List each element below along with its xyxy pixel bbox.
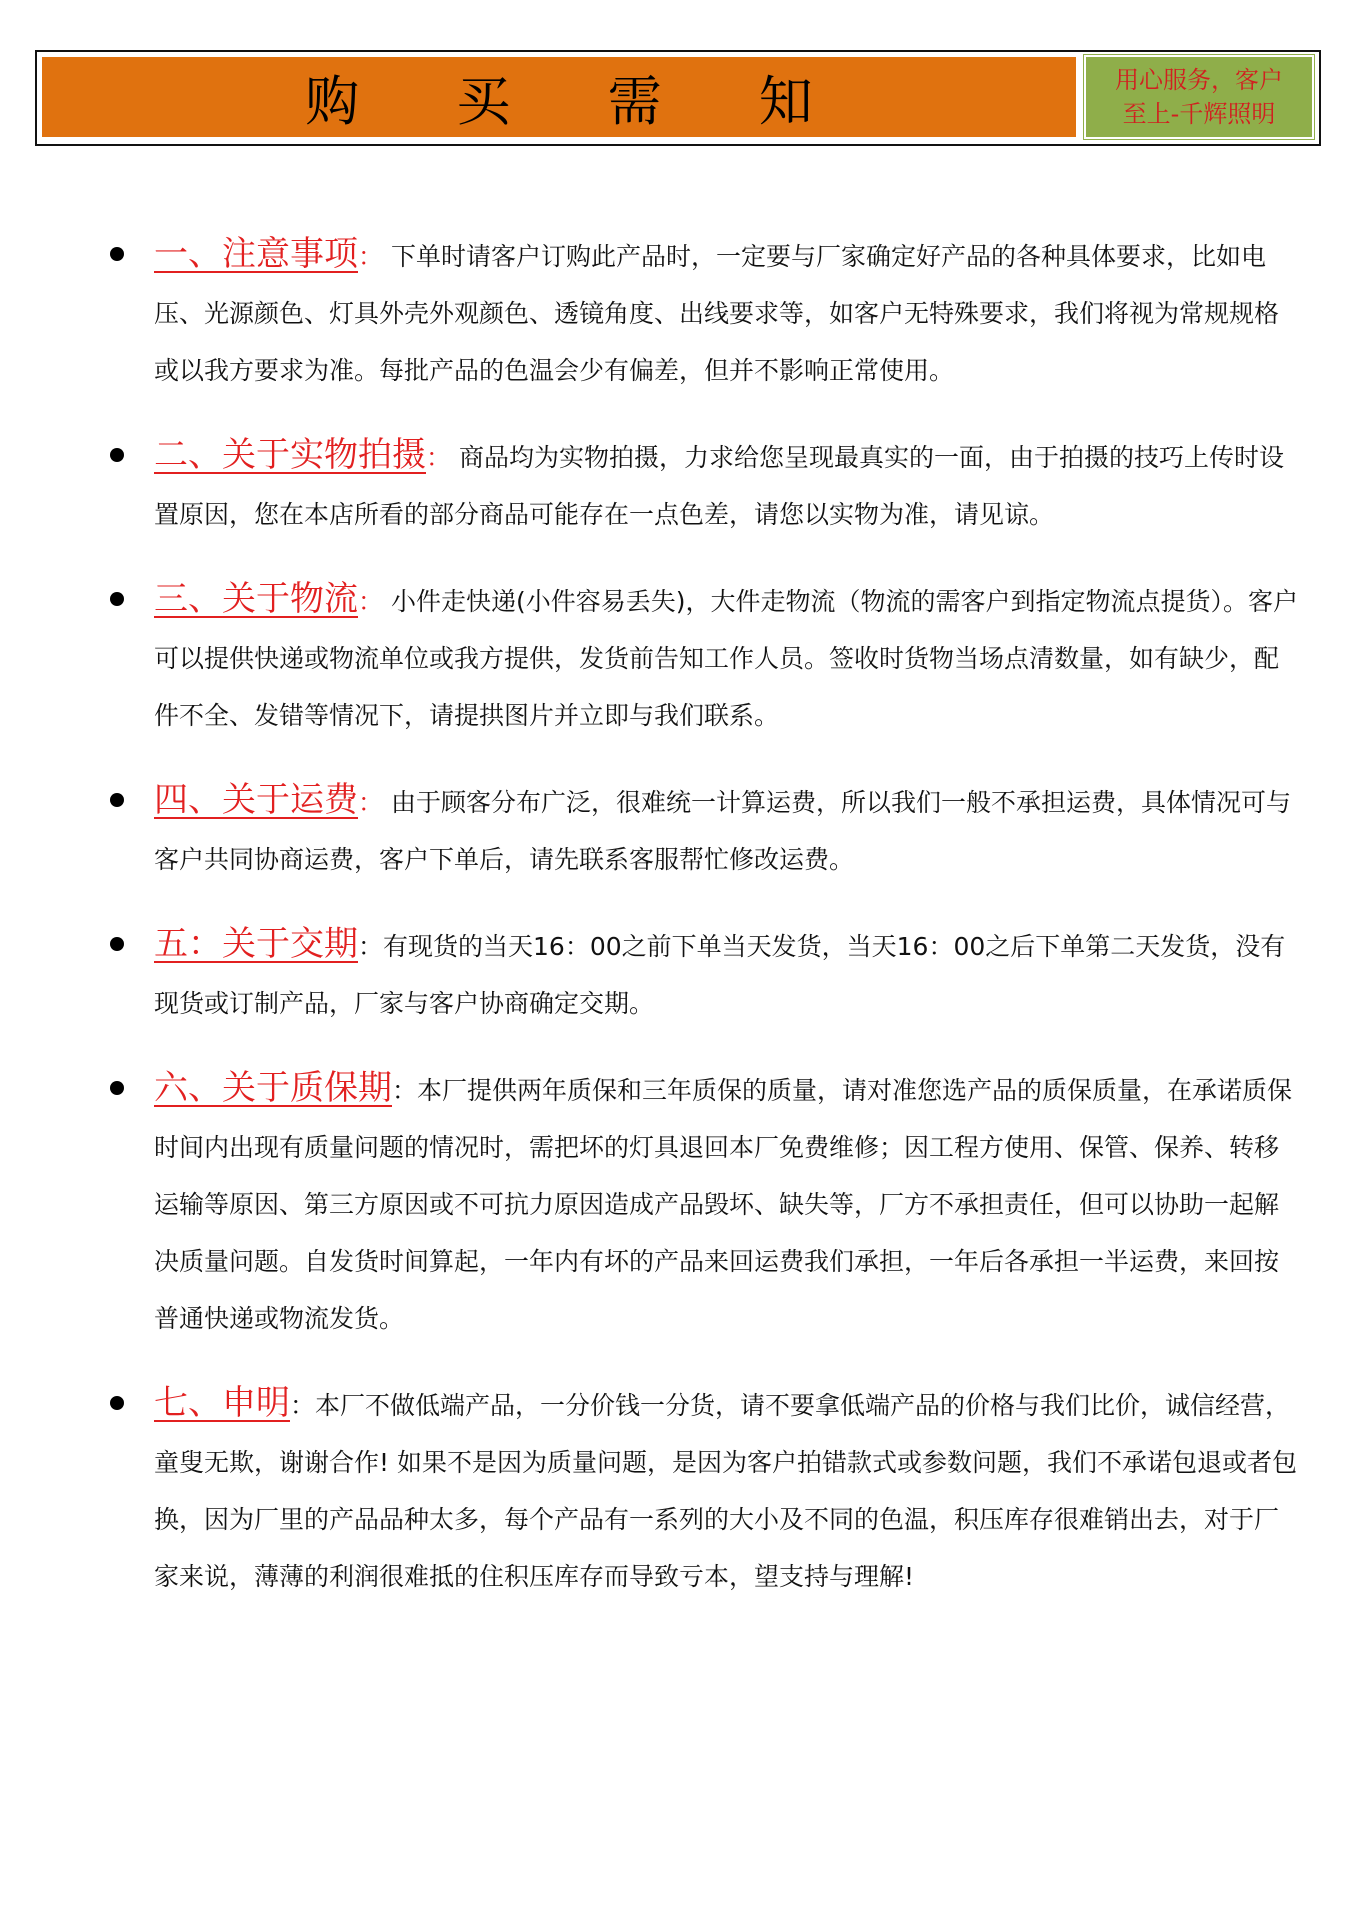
section-colon: ： — [290, 1391, 316, 1420]
notice-section-2 — [110, 427, 1300, 543]
section-heading: 七、申明 — [154, 1383, 290, 1423]
section-body: 下单时请客户订购此产品时，一定要与厂家确定好产品的各种具体要求，比如电压、光源颜色、灯具外壳外观颜色、透镜角度、出线要求等，如客户无特殊要求，我们将视为常规规格或以我方要求为准。每批产品的色温会少有偏差，但并不影响正常使用。 — [154, 242, 1280, 385]
section-body: 由于顾客分布广泛，很难统一计算运费，所以我们一般不承担运费，具体情况可与客户共同协商运费，客户下单后，请先联系客服帮忙修改运费。 — [154, 788, 1291, 874]
section-colon: ： — [358, 788, 384, 817]
slogan-badge — [1084, 55, 1314, 139]
notice-list — [110, 226, 1300, 1605]
section-body: 有现货的当天16：00之前下单当天发货，当天16：00之后下单第二天发货，没有现货或订制产品，厂家与客户协商确定交期。 — [154, 932, 1286, 1018]
bullet-icon — [110, 592, 124, 606]
section-heading: 四、关于运费 — [154, 780, 358, 820]
section-heading: 二、关于实物拍摄 — [154, 435, 426, 475]
slogan-line-2: 至上-千辉照明 — [1122, 100, 1276, 128]
section-body: 本厂不做低端产品，一分价钱一分货，请不要拿低端产品的价格与我们比价，诚信经营，童叟无欺，谢谢合作! 如果不是因为质量问题，是因为客户拍错款式或参数问题，我们不承诺包退或者包换，因为厂里的产品品种太多，每个产品有一系列的大小及不同的色温，积压库存很难销出去，对于厂家来说，薄薄的利润很难抵的住积压库存而导致亏本，望支持与理解! — [154, 1391, 1297, 1591]
page-title: 购 买 需 知 — [305, 69, 853, 133]
bullet-icon — [110, 1081, 124, 1095]
section-heading: 五：关于交期 — [154, 924, 358, 964]
bullet-icon — [110, 793, 124, 807]
header-bar — [42, 57, 1076, 137]
section-heading: 六、关于质保期 — [154, 1068, 392, 1108]
bullet-icon — [110, 247, 124, 261]
section-colon: ： — [358, 932, 384, 961]
section-colon: ： — [358, 587, 384, 616]
section-body: 小件走快递(小件容易丢失)，大件走物流（物流的需客户到指定物流点提货）。客户可以提供快递或物流单位或我方提供，发货前告知工作人员。签收时货物当场点清数量，如有缺少，配件不全、发错等情况下，请提拱图片并立即与我们联系。 — [154, 587, 1298, 730]
section-colon: ： — [358, 242, 384, 271]
notice-section-6 — [110, 1060, 1300, 1347]
notice-section-7 — [110, 1375, 1300, 1605]
bullet-icon — [110, 937, 124, 951]
notice-section-5 — [110, 916, 1300, 1032]
section-heading: 一、注意事项 — [154, 234, 358, 274]
notice-section-1 — [110, 226, 1300, 399]
section-colon: ： — [392, 1076, 418, 1105]
section-body: 商品均为实物拍摄，力求给您呈现最真实的一面，由于拍摄的技巧上传时设置原因，您在本店所看的部分商品可能存在一点色差，请您以实物为准，请见谅。 — [154, 443, 1284, 529]
notice-section-3 — [110, 571, 1300, 744]
section-heading: 三、关于物流 — [154, 579, 358, 619]
section-body: 本厂提供两年质保和三年质保的质量，请对准您选产品的质保质量，在承诺质保时间内出现有质量问题的情况时，需把坏的灯具退回本厂免费维修；因工程方使用、保管、保养、转移运输等原因、第三方原因或不可抗力原因造成产品毁坏、缺失等，厂方不承担责任，但可以协助一起解决质量问题。自发货时间算起，一年内有坏的产品来回运费我们承担，一年后各承担一半运费，来回按普通快递或物流发货。 — [154, 1076, 1293, 1333]
bullet-icon — [110, 448, 124, 462]
slogan-line-1: 用心服务，客户 — [1115, 66, 1283, 94]
notice-section-4 — [110, 772, 1300, 888]
bullet-icon — [110, 1396, 124, 1410]
section-colon: ： — [426, 443, 452, 472]
